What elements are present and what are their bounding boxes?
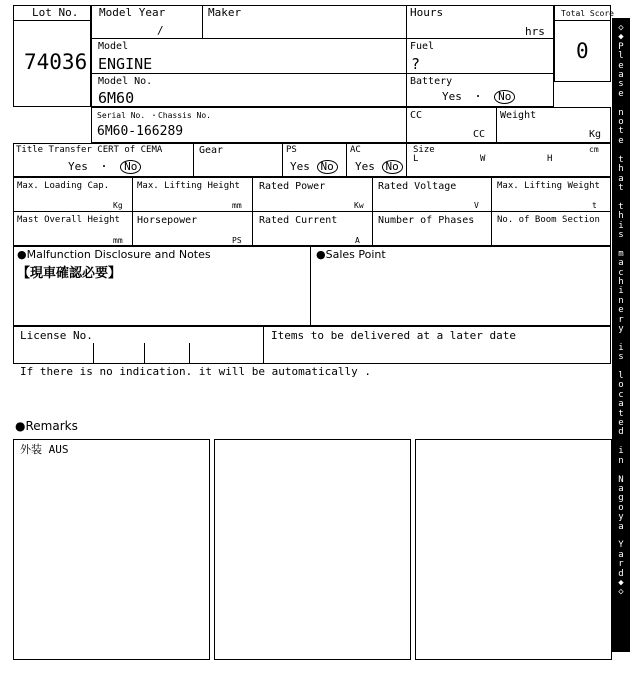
lot-number: 74036: [24, 50, 88, 74]
ac-options: Yes No: [355, 160, 403, 174]
size-label: Size: [413, 145, 435, 155]
fuel-label: Fuel: [410, 41, 435, 52]
remarks-box-1: [13, 439, 210, 660]
maker-label: Maker: [208, 6, 242, 19]
items-later-label: Items to be delivered at a later date: [271, 329, 517, 342]
rated-power-unit: Kw: [354, 201, 364, 210]
size-unit: cm: [589, 145, 599, 154]
sales-point-label: ●Sales Point: [316, 248, 386, 261]
phases-label: Number of Phases: [378, 215, 475, 226]
max-lift-height-label: Max. Lifting Height: [137, 181, 240, 191]
fuel-value: ?: [411, 55, 421, 73]
ps-label: PS: [286, 145, 297, 155]
battery-label: Battery: [410, 76, 453, 87]
rated-power-label: Rated Power: [259, 181, 326, 192]
title-transfer-options: Yes ・ No: [68, 160, 141, 174]
model-year-label: Model Year: [99, 6, 166, 19]
weight-label: Weight: [500, 110, 537, 121]
ps-options: Yes No: [290, 160, 338, 174]
title-transfer-label: Title Transfer CERT of CEMA: [16, 145, 163, 155]
gear-label: Gear: [199, 145, 224, 156]
ac-no-circled: No: [382, 160, 403, 174]
ac-label: AC: [350, 145, 361, 155]
horsepower-label: Horsepower: [137, 215, 198, 226]
cc-unit: CC: [473, 129, 486, 140]
max-lift-weight-label: Max. Lifting Weight: [497, 181, 600, 191]
mast-height-label: Mast Overall Height: [17, 215, 120, 225]
title-transfer-no-circled: No: [120, 160, 141, 174]
license-label: License No.: [20, 329, 93, 342]
malfunction-value: 【現車確認必要】: [17, 266, 122, 281]
model-no-value: 6M60: [98, 89, 135, 107]
battery-no-circled: No: [494, 90, 515, 104]
remarks-label: ●Remarks: [15, 419, 78, 433]
remarks-box-3: [415, 439, 612, 660]
size-l: L: [413, 154, 419, 164]
hours-unit: hrs: [525, 25, 545, 38]
model-label: Model: [98, 41, 129, 52]
horsepower-unit: PS: [232, 236, 242, 245]
side-banner: ◇ ◆ P l e a s e n o t e t h a t t h i s m a c h i n e r y i s l o c a t e d i n N a g o y a Y a r d ◆ ◇: [612, 18, 630, 652]
model-value: ENGINE: [98, 55, 153, 73]
size-w: W: [480, 154, 486, 164]
boom-label: No. of Boom Section: [497, 215, 600, 225]
max-loading-label: Max. Loading Cap.: [17, 181, 110, 191]
hours-label: Hours: [410, 6, 444, 19]
battery-yes: Yes: [442, 90, 462, 103]
max-loading-unit: Kg: [113, 201, 123, 210]
auto-note: If there is no indication. it will be automatically .: [20, 365, 371, 378]
rated-voltage-unit: V: [474, 201, 479, 210]
max-lift-height-unit: mm: [232, 201, 242, 210]
mast-height-unit: mm: [113, 236, 123, 245]
lot-label: Lot No.: [32, 6, 79, 19]
battery-options: Yes ・ No: [442, 90, 515, 104]
score-value: 0: [576, 39, 589, 63]
model-year-value: /: [157, 24, 164, 37]
rated-current-unit: A: [355, 236, 360, 245]
rated-voltage-label: Rated Voltage: [378, 181, 457, 192]
model-no-label: Model No.: [98, 76, 153, 87]
malfunction-label: ●Malfunction Disclosure and Notes: [17, 248, 211, 261]
weight-unit: Kg: [589, 129, 602, 140]
rated-current-label: Rated Current: [259, 215, 338, 226]
ps-no-circled: No: [317, 160, 338, 174]
max-lift-weight-unit: t: [592, 201, 597, 210]
score-label: Total Score: [561, 9, 614, 18]
size-h: H: [547, 154, 553, 164]
serial-value: 6M60-166289: [97, 124, 184, 139]
remarks-box-1-text: 外装 AUS: [20, 443, 69, 456]
serial-label: Serial No. ・Chassis No.: [97, 111, 211, 120]
remarks-box-2: [214, 439, 411, 660]
cc-label: CC: [410, 110, 423, 121]
